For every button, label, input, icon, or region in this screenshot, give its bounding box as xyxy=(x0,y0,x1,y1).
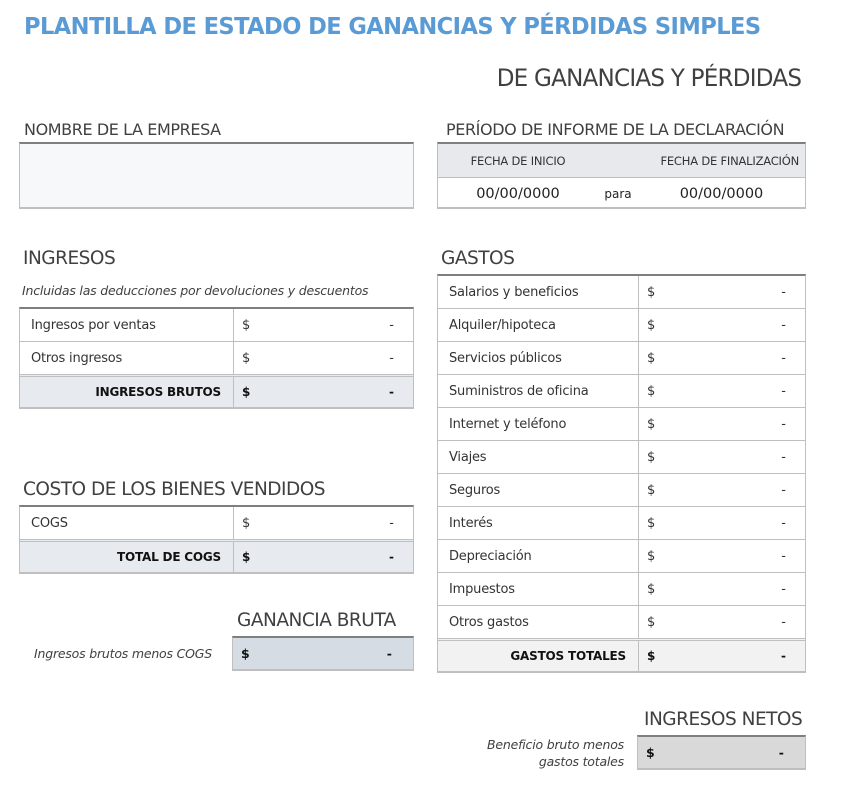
currency-symbol: $ xyxy=(647,548,656,564)
cogs-table xyxy=(19,505,414,574)
gross-profit-title: GANANCIA BRUTA xyxy=(237,610,396,631)
period-header-row xyxy=(438,144,805,177)
start-date-header: FECHA DE INICIO xyxy=(470,153,566,168)
period-connector: para xyxy=(604,186,632,201)
row-label: Salarios y beneficios xyxy=(438,276,639,308)
income-note: Incluidas las deducciones por devoluciones y descuentos xyxy=(22,283,369,298)
currency-symbol: $ xyxy=(647,416,656,432)
table-row xyxy=(20,309,413,341)
currency-symbol: $ xyxy=(242,515,251,531)
table-row xyxy=(438,341,805,374)
expenses-table xyxy=(437,274,806,673)
table-row xyxy=(20,507,413,539)
currency-symbol: $ xyxy=(647,317,656,333)
page-subtitle: DE GANANCIAS Y PÉRDIDAS xyxy=(496,64,801,92)
currency-symbol: $ xyxy=(647,482,656,498)
row-label: Viajes xyxy=(438,441,639,473)
amount-field[interactable]: - xyxy=(781,383,786,399)
row-label: Depreciación xyxy=(438,540,639,572)
table-row xyxy=(438,506,805,539)
currency-symbol: $ xyxy=(242,385,251,399)
total-label: GASTOS TOTALES xyxy=(438,641,639,671)
amount-field[interactable]: - xyxy=(389,515,394,531)
gross-income-total-row xyxy=(20,374,413,407)
currency-symbol: $ xyxy=(647,449,656,465)
table-row xyxy=(438,374,805,407)
row-label: Seguros xyxy=(438,474,639,506)
row-label: COGS xyxy=(20,507,234,539)
table-row xyxy=(438,276,805,308)
net-income-note-line1: Beneficio bruto menos xyxy=(487,737,624,752)
table-row xyxy=(438,440,805,473)
amount-field[interactable]: - xyxy=(389,350,394,366)
table-row xyxy=(438,539,805,572)
income-table xyxy=(19,307,414,409)
cogs-total-row xyxy=(20,539,413,572)
table-row xyxy=(438,473,805,506)
amount-field[interactable]: - xyxy=(781,581,786,597)
currency-symbol: $ xyxy=(647,350,656,366)
currency-symbol: $ xyxy=(647,515,656,531)
gross-profit-amount: - xyxy=(386,646,392,661)
row-label: Otros gastos xyxy=(438,606,639,638)
table-row xyxy=(438,407,805,440)
currency-symbol: $ xyxy=(242,550,251,564)
amount-field[interactable]: - xyxy=(781,284,786,300)
income-section-title: INGRESOS xyxy=(23,248,116,269)
row-label: Impuestos xyxy=(438,573,639,605)
cogs-section-title: COSTO DE LOS BIENES VENDIDOS xyxy=(23,479,326,500)
currency-symbol: $ xyxy=(241,646,250,661)
period-values-row xyxy=(438,177,805,209)
amount-field[interactable]: - xyxy=(781,416,786,432)
expenses-section-title: GASTOS xyxy=(441,248,515,269)
currency-symbol: $ xyxy=(242,317,251,333)
end-date-header: FECHA DE FINALIZACIÓN xyxy=(660,153,799,168)
total-amount: - xyxy=(389,550,394,564)
net-income-amount: - xyxy=(778,745,784,760)
row-label: Suministros de oficina xyxy=(438,375,639,407)
expenses-total-row xyxy=(438,638,805,671)
table-row xyxy=(438,308,805,341)
currency-symbol: $ xyxy=(647,581,656,597)
currency-symbol: $ xyxy=(647,614,656,630)
currency-symbol: $ xyxy=(646,745,655,760)
amount-field[interactable]: - xyxy=(781,548,786,564)
row-label: Alquiler/hipoteca xyxy=(438,309,639,341)
total-amount: - xyxy=(781,649,786,663)
row-label: Ingresos por ventas xyxy=(20,309,234,341)
end-date-field[interactable]: 00/00/0000 xyxy=(679,185,764,202)
amount-field[interactable]: - xyxy=(781,614,786,630)
start-date-field[interactable]: 00/00/0000 xyxy=(476,185,560,202)
period-label: PERÍODO DE INFORME DE LA DECLARACIÓN xyxy=(446,120,785,139)
amount-field[interactable]: - xyxy=(781,350,786,366)
period-table xyxy=(437,142,806,209)
row-label: Internet y teléfono xyxy=(438,408,639,440)
page-title: PLANTILLA DE ESTADO DE GANANCIAS Y PÉRDIDAS SIMPLES xyxy=(24,12,761,40)
amount-field[interactable]: - xyxy=(389,317,394,333)
total-label: TOTAL DE COGS xyxy=(20,542,234,572)
currency-symbol: $ xyxy=(647,649,656,663)
currency-symbol: $ xyxy=(647,383,656,399)
gross-profit-box xyxy=(232,636,414,671)
company-name-field[interactable] xyxy=(19,142,414,209)
amount-field[interactable]: - xyxy=(781,482,786,498)
currency-symbol: $ xyxy=(647,284,656,300)
row-label: Otros ingresos xyxy=(20,342,234,374)
amount-field[interactable]: - xyxy=(781,515,786,531)
table-row xyxy=(20,341,413,374)
amount-field[interactable]: - xyxy=(781,317,786,333)
net-income-title: INGRESOS NETOS xyxy=(644,709,803,730)
net-income-box xyxy=(637,735,806,770)
total-amount: - xyxy=(389,385,394,399)
net-income-note-line2: gastos totales xyxy=(538,754,624,769)
currency-symbol: $ xyxy=(242,350,251,366)
gross-profit-note: Ingresos brutos menos COGS xyxy=(34,646,212,661)
total-label: INGRESOS BRUTOS xyxy=(20,377,234,407)
amount-field[interactable]: - xyxy=(781,449,786,465)
table-row xyxy=(438,572,805,605)
row-label: Interés xyxy=(438,507,639,539)
company-label: NOMBRE DE LA EMPRESA xyxy=(24,120,221,139)
row-label: Servicios públicos xyxy=(438,342,639,374)
table-row xyxy=(438,605,805,638)
